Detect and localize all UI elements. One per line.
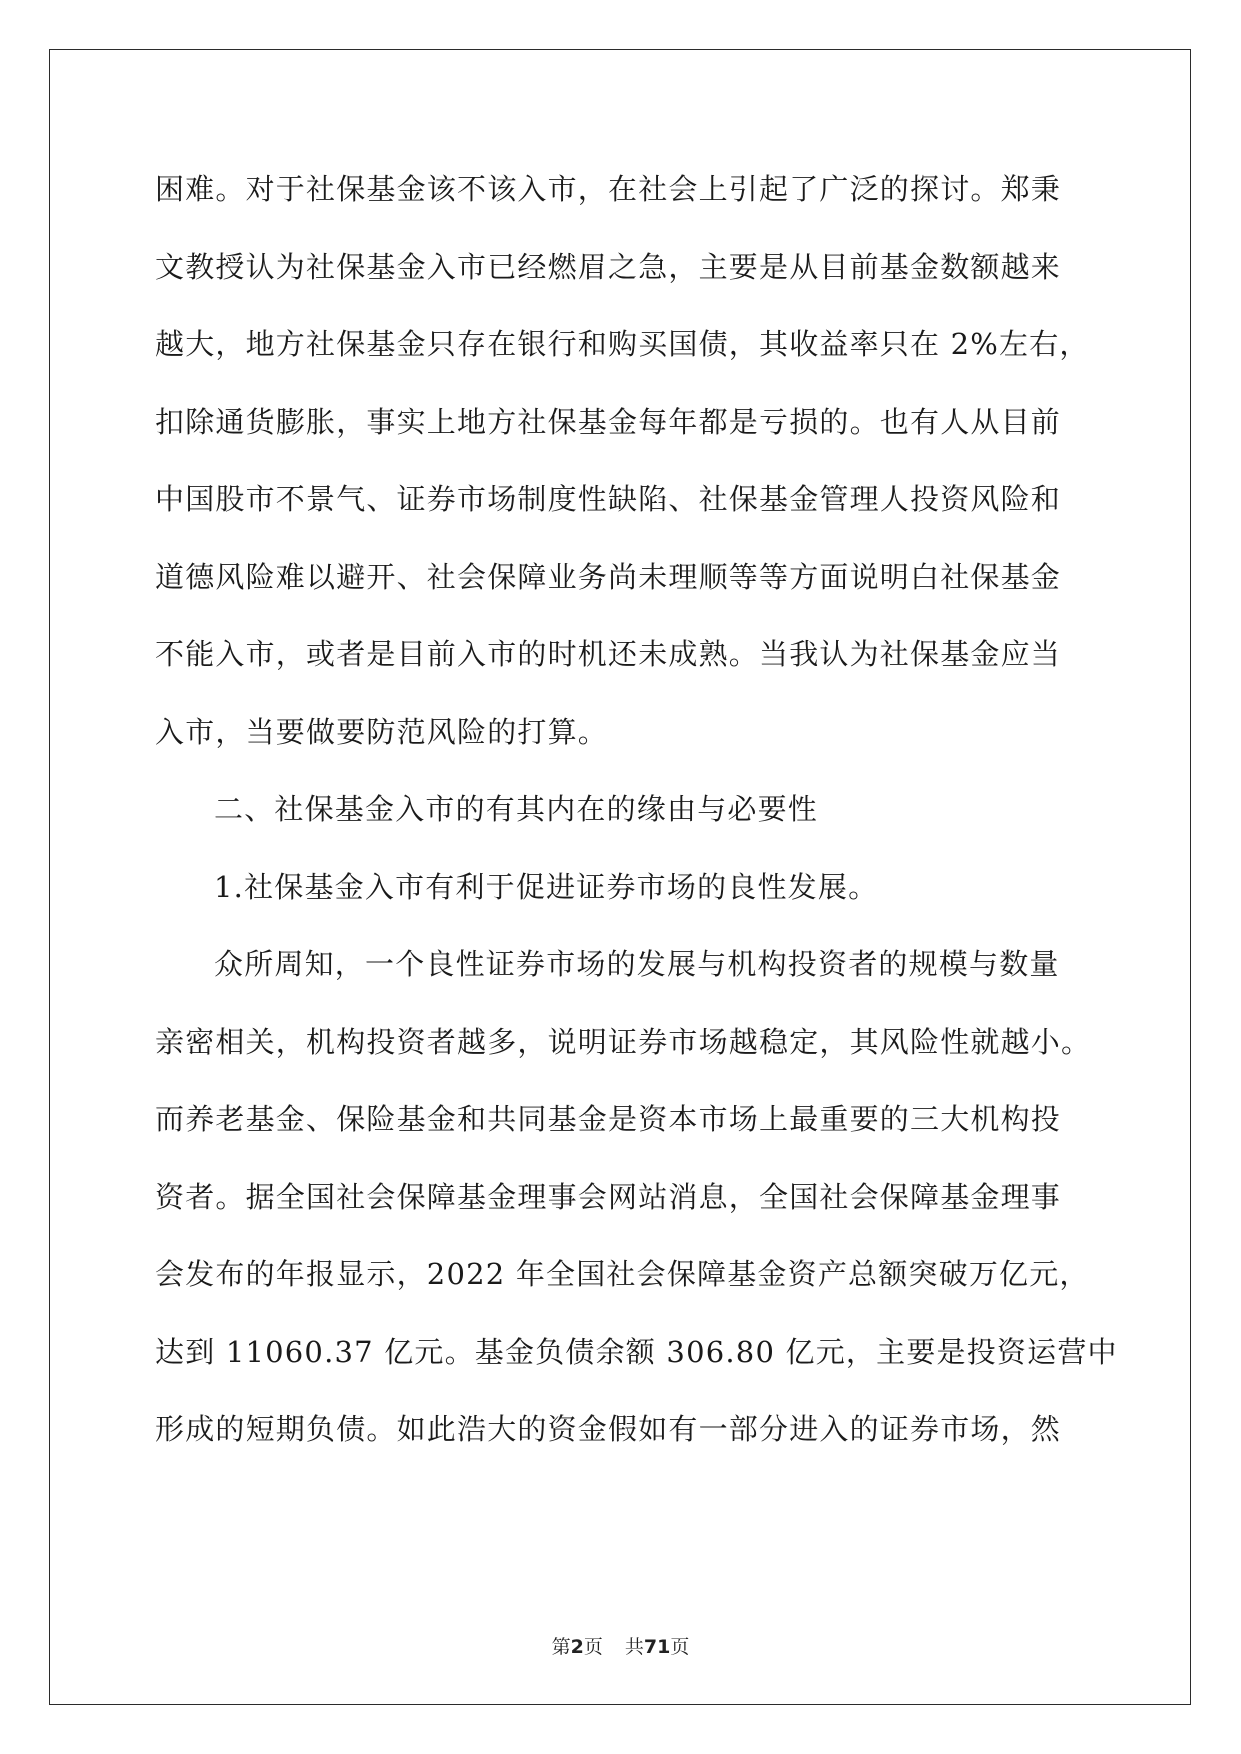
- text-line: 形成的短期负债。如此浩大的资金假如有一部分进入的证券市场，然: [155, 1412, 1062, 1446]
- text-line: 二、社保基金入市的有其内在的缘由与必要性: [214, 792, 819, 826]
- text-line: 亲密相关，机构投资者越多，说明证券市场越稳定，其风险性就越小。: [155, 1024, 1092, 1059]
- text-line: 入市，当要做要防范风险的打算。: [155, 714, 609, 749]
- text-line: 道德风险难以避开、社会保障业务尚未理顺等等方面说明白社保基金: [155, 559, 1062, 594]
- text-line: 不能入市，或者是目前入市的时机还未成熟。当我认为社保基金应当: [155, 637, 1062, 671]
- text-line: 众所周知，一个良性证券市场的发展与机构投资者的规模与数量: [214, 947, 1060, 981]
- text-line: 会发布的年报显示，2022 年全国社会保障基金资产总额突破万亿元，: [155, 1257, 1090, 1291]
- text-line: 达到 11060.37 亿元。基金负债余额 306.80 亿元，主要是投资运营中: [155, 1334, 1118, 1369]
- document-body: [155, 158, 1118, 1476]
- total-suffix: 页: [670, 1636, 690, 1658]
- page-prefix: 第: [551, 1636, 571, 1658]
- text-line: 而养老基金、保险基金和共同基金是资本市场上最重要的三大机构投: [155, 1102, 1062, 1136]
- total-prefix: 共: [624, 1636, 644, 1658]
- text-line: 越大，地方社保基金只存在银行和购买国债，其收益率只在 2%左右，: [155, 327, 1090, 361]
- page-footer: [0, 1632, 1241, 1659]
- text-line: 1.社保基金入市有利于促进证券市场的良性发展。: [214, 869, 879, 904]
- text-line: 文教授认为社保基金入市已经燃眉之急，主要是从目前基金数额越来: [155, 249, 1062, 284]
- text-line: 困难。对于社保基金该不该入市，在社会上引起了广泛的探讨。郑秉: [155, 172, 1062, 206]
- total-pages: 71: [643, 1636, 671, 1658]
- text-line: 中国股市不景气、证券市场制度性缺陷、社保基金管理人投资风险和: [155, 482, 1062, 516]
- page-number: 2: [570, 1636, 584, 1658]
- text-line: 资者。据全国社会保障基金理事会网站消息，全国社会保障基金理事: [155, 1179, 1062, 1214]
- text-line: 扣除通货膨胀，事实上地方社保基金每年都是亏损的。也有人从目前: [155, 404, 1062, 439]
- page-suffix: 页: [583, 1636, 603, 1658]
